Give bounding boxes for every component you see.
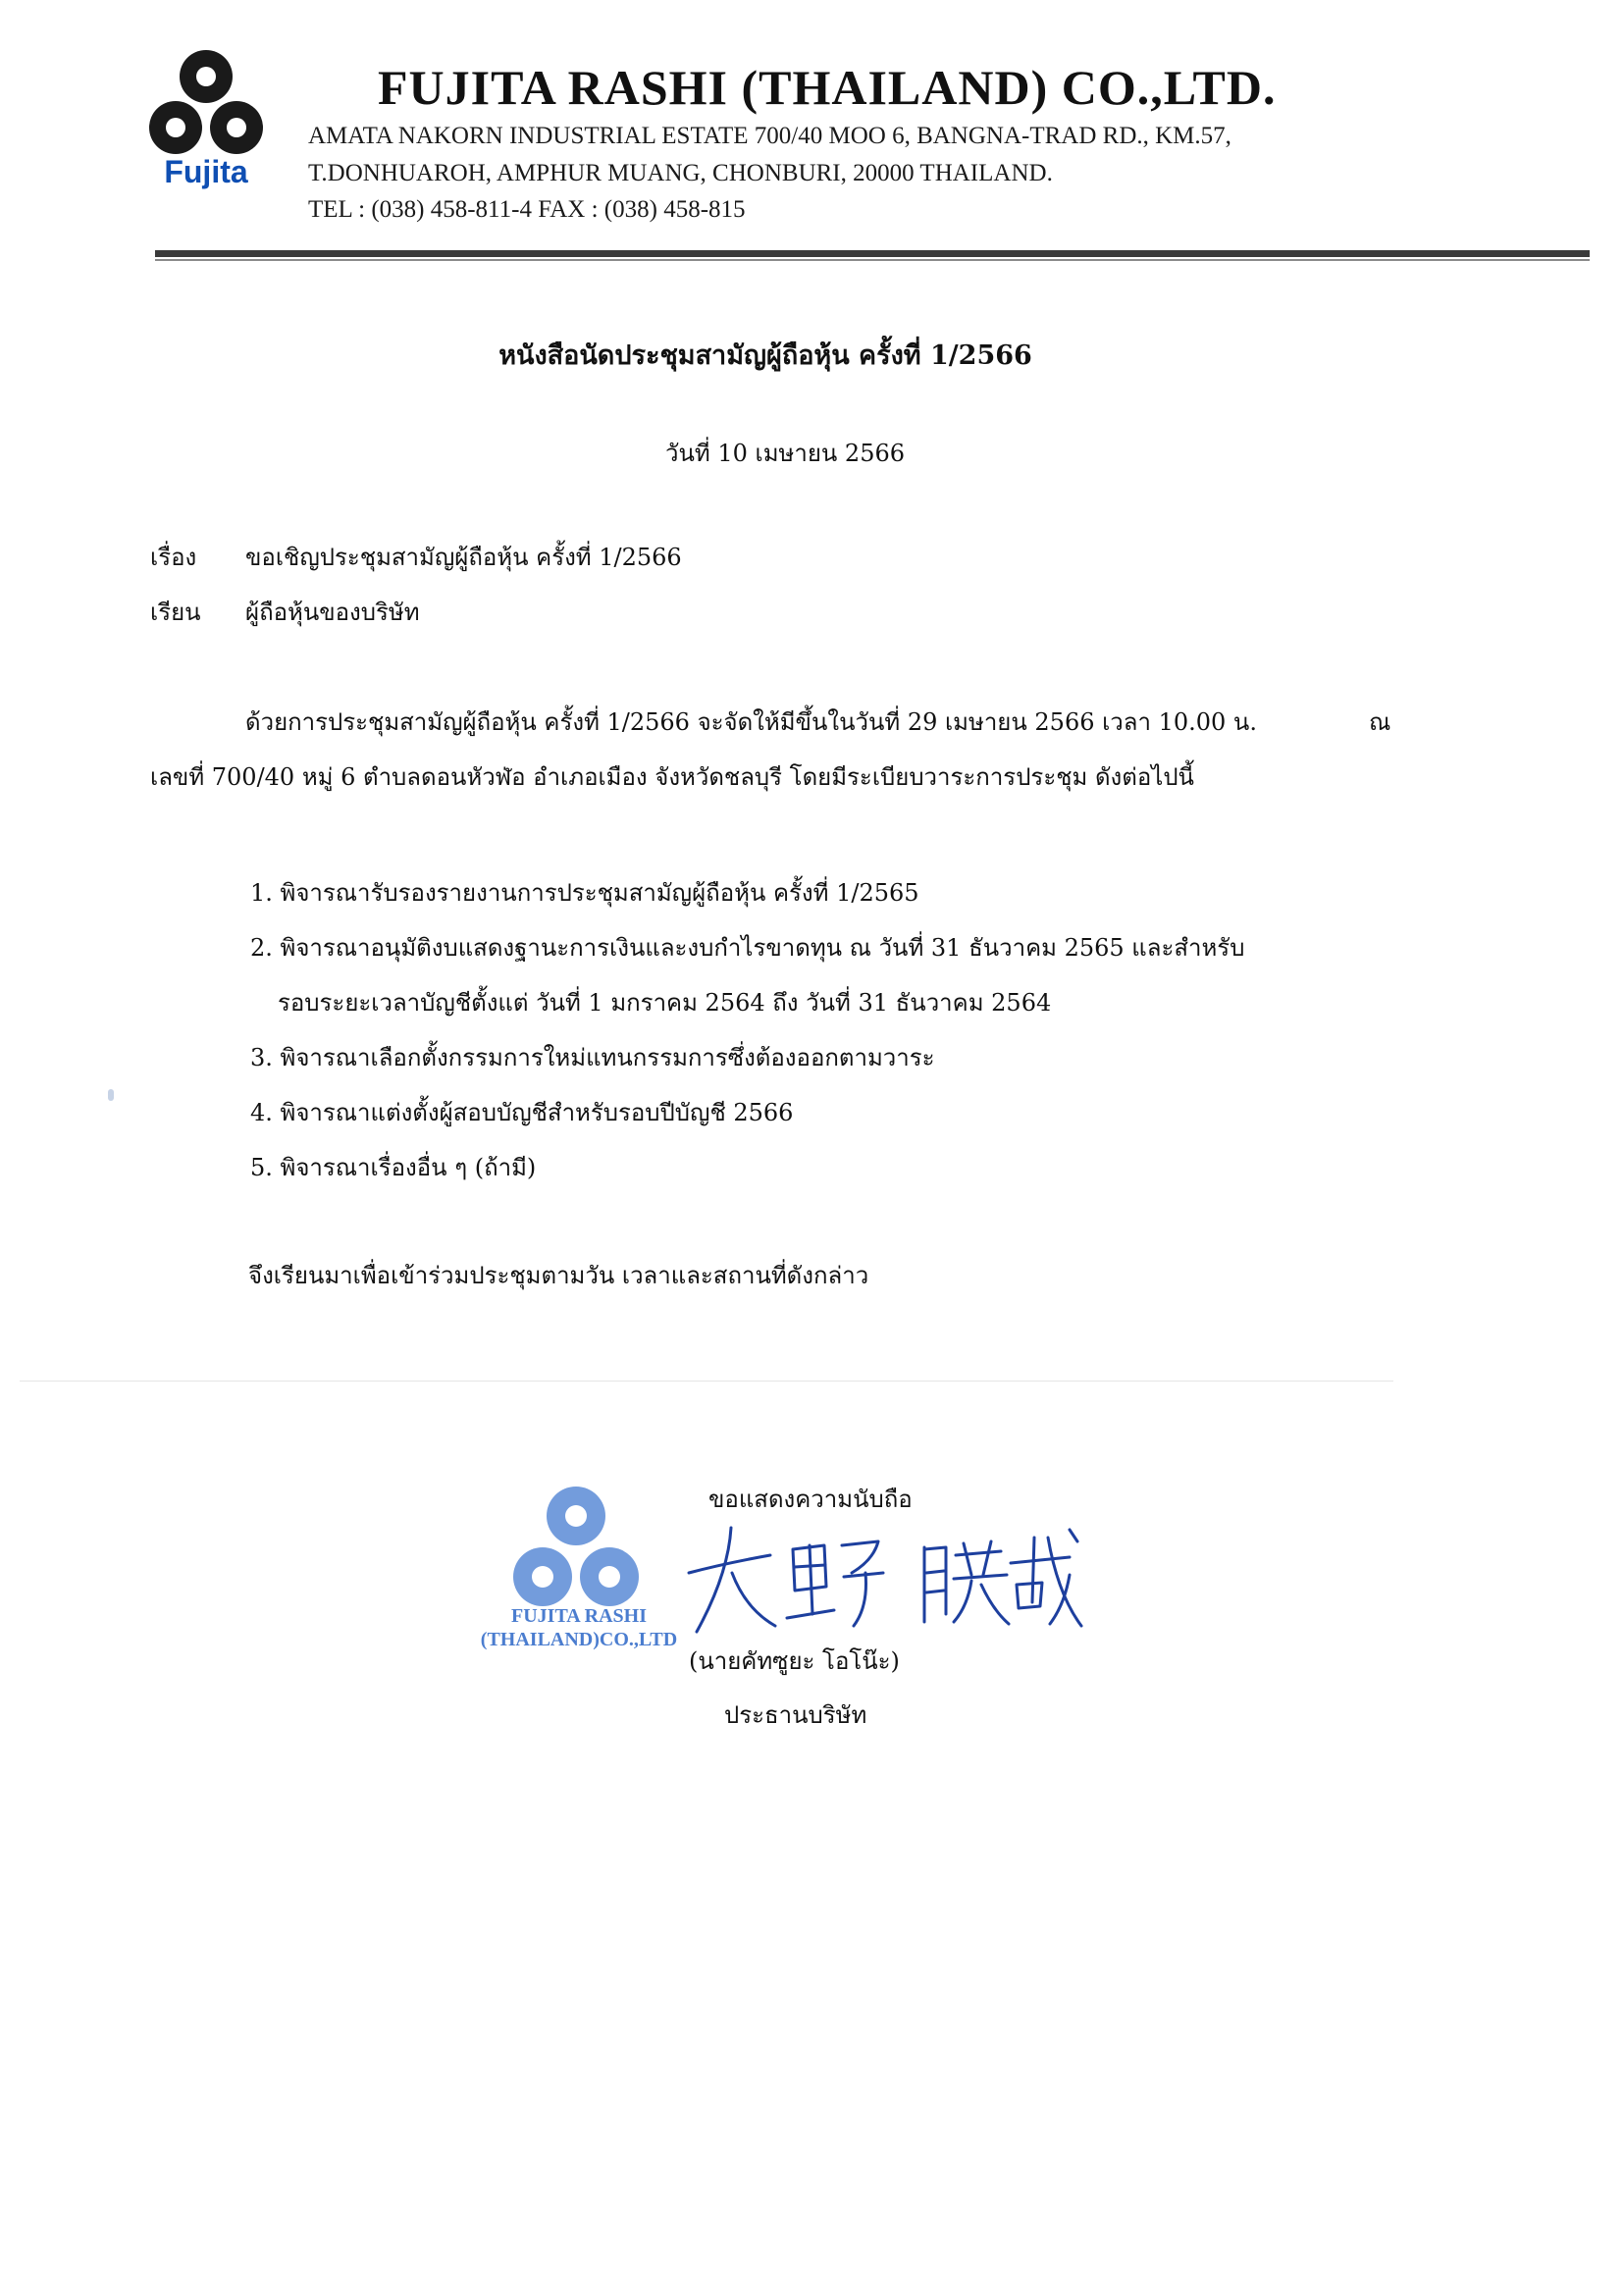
agenda-item-2: 2. พิจารณาอนุมัติงบแสดงฐานะการเงินและงบกำไรขาดทุน ณ วันที่ 31 ธันวาคม 2565 และสำหรับ <box>250 934 1245 962</box>
recipient-label: เรียน <box>150 599 201 626</box>
subject-text: ขอเชิญประชุมสามัญผู้ถือหุ้น ครั้งที่ 1/2566 <box>245 544 682 571</box>
contact-line: TEL : (038) 458-811-4 FAX : (038) 458-815 <box>308 196 746 223</box>
seal-text-line-2: (THAILAND)CO.,LTD <box>480 1629 678 1650</box>
signature-icon <box>677 1516 1089 1644</box>
recipient-text: ผู้ถือหุ้นของบริษัท <box>245 599 420 626</box>
fujita-logo-icon <box>142 47 270 194</box>
agenda-item-1: 1. พิจารณารับรองรายงานการประชุมสามัญผู้ถือหุ้น ครั้งที่ 1/2565 <box>250 879 919 907</box>
intro-line-2: เลขที่ 700/40 หมู่ 6 ตำบลดอนหัวฬ่อ อำเภอเมือง จังหวัดชลบุรี โดยมีระเบียบวาระการประชุม ดังต่อไปนี้ <box>150 763 1194 791</box>
company-logo <box>142 47 270 194</box>
signature-text: 大野 勝哉 <box>677 1516 682 1517</box>
header-divider <box>155 250 1590 257</box>
company-name: FUJITA RASHI (THAILAND) CO.,LTD. <box>378 60 1277 115</box>
seal-logo-icon <box>510 1482 643 1619</box>
header-divider-thin <box>155 259 1590 261</box>
company-seal <box>510 1482 643 1619</box>
agenda-item-3: 3. พิจารณาเลือกตั้งกรรมการใหม่แทนกรรมการซึ่งต้องออกตามวาระ <box>250 1044 935 1071</box>
document-date: วันที่ 10 เมษายน 2566 <box>665 440 905 467</box>
signer-title: ประธานบริษัท <box>724 1701 867 1729</box>
intro-line-1: ด้วยการประชุมสามัญผู้ถือหุ้น ครั้งที่ 1/2566 จะจัดให้มีขึ้นในวันที่ 29 เมษายน 2566 เวลา 10.00 น. <box>245 708 1257 736</box>
document-title: หนังสือนัดประชุมสามัญผู้ถือหุ้น ครั้งที่ 1/2566 <box>498 340 1032 371</box>
subject-label: เรื่อง <box>150 544 197 571</box>
address-line-2: T.DONHUAROH, AMPHUR MUANG, CHONBURI, 20000 THAILAND. <box>308 160 1053 186</box>
logo-wordmark: Fujita <box>164 154 248 189</box>
regards-text: ขอแสดงความนับถือ <box>708 1486 913 1513</box>
agenda-item-4: 4. พิจารณาแต่งตั้งผู้สอบบัญชีสำหรับรอบปีบัญชี 2566 <box>250 1099 794 1126</box>
signer-name: (นายคัทซูยะ โอโน๊ะ) <box>689 1647 900 1675</box>
agenda-item-2-continuation: รอบระยะเวลาบัญชีตั้งแต่ วันที่ 1 มกราคม 2564 ถึง วันที่ 31 ธันวาคม 2564 <box>278 989 1052 1017</box>
scan-speck <box>108 1089 114 1101</box>
handwritten-signature <box>677 1516 1089 1644</box>
faint-divider <box>20 1381 1393 1382</box>
seal-text-line-1: FUJITA RASHI <box>511 1605 647 1627</box>
address-line-1: AMATA NAKORN INDUSTRIAL ESTATE 700/40 MOO 6, BANGNA-TRAD RD., KM.57, <box>308 123 1231 149</box>
intro-line-1-tail: ณ <box>1369 708 1391 736</box>
closing-sentence: จึงเรียนมาเพื่อเข้าร่วมประชุมตามวัน เวลาและสถานที่ดังกล่าว <box>248 1262 869 1289</box>
agenda-item-5: 5. พิจารณาเรื่องอื่น ๆ (ถ้ามี) <box>250 1154 537 1181</box>
